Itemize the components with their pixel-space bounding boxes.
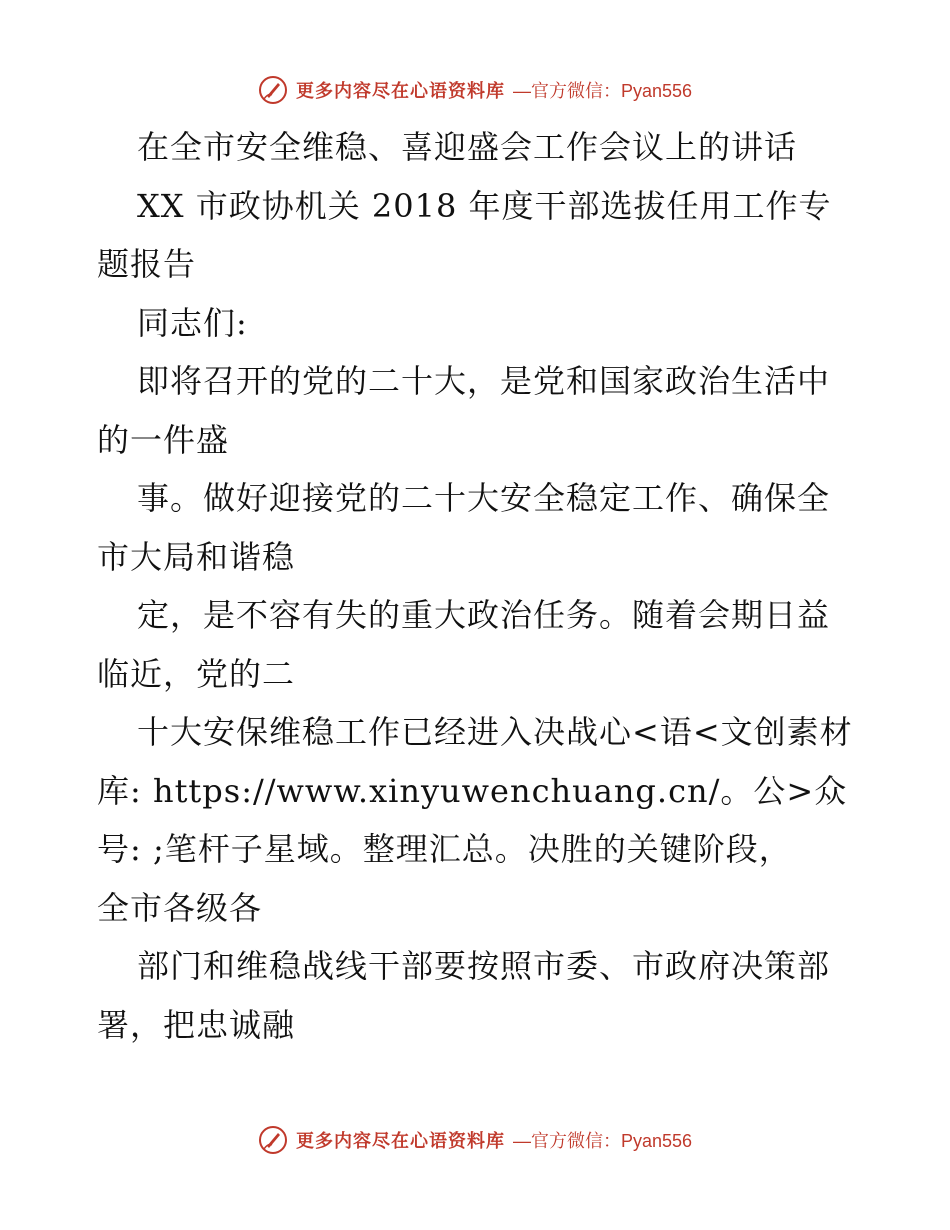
quill-logo-icon	[258, 75, 288, 105]
doc-line-2: XX 市政协机关 2018 年度干部选拔任用工作专	[137, 186, 832, 225]
doc-line-1: 在全市安全维稳、喜迎盛会工作会议上的讲话	[137, 128, 798, 166]
banner-brand: 更多内容尽在心语资料库	[295, 1131, 505, 1152]
doc-line-3: 题报告	[97, 245, 197, 283]
doc-line-11: 十大安保维稳工作已经进入决战心<语<文创素材	[137, 713, 853, 751]
document-body	[97, 118, 857, 1054]
quill-logo-icon	[258, 1125, 288, 1155]
footer-banner	[0, 1120, 950, 1160]
doc-line-12: 库: https://www.xinyuwenchuang.cn/。公>众	[97, 771, 848, 810]
doc-line-8: 市大局和谐稳	[97, 537, 296, 576]
doc-line-16: 署，把忠诚融	[97, 1005, 296, 1044]
banner-contact: —官方微信：Pyan556	[512, 1131, 693, 1151]
doc-line-15: 部门和维稳战线干部要按照市委、市政府决策部	[137, 947, 831, 985]
doc-line-7: 事。做好迎接党的二十大安全稳定工作、确保全	[137, 479, 831, 517]
doc-line-10: 临近，党的二	[97, 654, 296, 693]
doc-line-6: 的一件盛	[97, 420, 230, 459]
doc-line-5: 即将召开的党的二十大，是党和国家政治生活中	[137, 362, 831, 400]
doc-line-13: 号: ;笔杆子星域。整理汇总。决胜的关键阶段，	[97, 830, 792, 868]
banner-contact: —官方微信：Pyan556	[512, 81, 693, 101]
doc-line-9: 定，是不容有失的重大政治任务。随着会期日益	[137, 596, 831, 634]
doc-line-14: 全市各级各	[97, 888, 263, 927]
banner-brand: 更多内容尽在心语资料库	[295, 81, 505, 102]
header-banner	[0, 70, 950, 110]
doc-line-4: 同志们:	[137, 303, 248, 342]
